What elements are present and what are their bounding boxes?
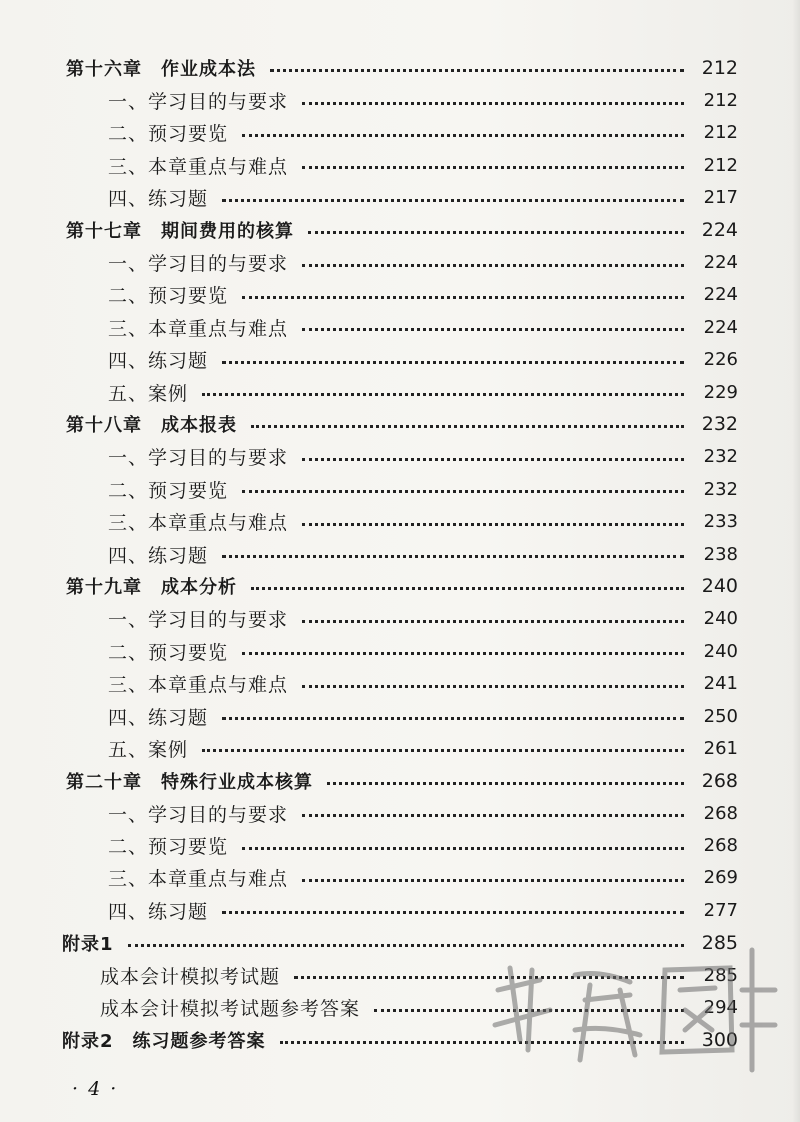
toc-page-number: 232 (703, 478, 738, 500)
toc-section-row (0, 667, 800, 699)
toc-section-row (0, 473, 800, 505)
toc-page-number: 233 (703, 511, 738, 533)
toc-entry-title: 第十八章 成本报表 (66, 415, 237, 437)
toc-page-number: 212 (703, 90, 738, 112)
dot-leader (302, 619, 684, 623)
dot-leader (128, 943, 684, 947)
dot-leader (302, 457, 684, 461)
toc-entry-title: 四、练习题 (108, 350, 209, 373)
toc-section-row (0, 538, 800, 570)
dot-leader (222, 360, 684, 364)
toc-entry-title: 二、预习要览 (108, 836, 229, 859)
toc-section-row (0, 829, 800, 861)
dot-leader (327, 781, 684, 785)
toc-entry-title: 三、本章重点与难点 (108, 155, 289, 178)
dot-leader (222, 716, 684, 720)
dot-leader (302, 263, 684, 267)
toc-page-number: 241 (703, 673, 738, 695)
dot-leader (302, 165, 684, 169)
toc-section-row (0, 959, 800, 991)
toc-entry-title: 第十六章 作业成本法 (66, 59, 256, 81)
dot-leader (302, 101, 684, 105)
dot-leader (302, 813, 684, 817)
toc-page-number: 224 (703, 316, 738, 338)
dot-leader (242, 295, 684, 299)
page-footer-number: · 4 · (72, 1078, 119, 1100)
dot-leader (242, 133, 684, 137)
dot-leader (222, 198, 684, 202)
dot-leader (242, 846, 684, 850)
toc-entry-title: 一、学习目的与要求 (108, 609, 289, 632)
toc-section-row (0, 635, 800, 667)
toc-section-row (0, 732, 800, 764)
toc-page-number: 300 (701, 1028, 738, 1051)
toc-entry-title: 三、本章重点与难点 (108, 317, 289, 340)
toc-page-number: 277 (703, 899, 738, 921)
toc-page-number: 250 (703, 705, 738, 727)
toc-entry-title: 二、预习要览 (108, 479, 229, 502)
toc-entry-title: 一、学习目的与要求 (108, 447, 289, 470)
toc-section-row (0, 700, 800, 732)
toc-page-number: 226 (703, 349, 738, 371)
toc-page-number: 212 (703, 154, 738, 176)
toc-section-row (0, 117, 800, 149)
toc-chapter-row (0, 570, 800, 602)
toc-section-row (0, 246, 800, 278)
toc-page-number: 232 (701, 413, 738, 436)
dot-leader (222, 554, 684, 558)
toc-page-number: 224 (703, 252, 738, 274)
toc-entry-title: 第十七章 期间费用的核算 (66, 221, 294, 243)
toc-page-number: 224 (703, 284, 738, 306)
toc-entry-title: 二、预习要览 (108, 123, 229, 146)
toc-page-number: 285 (703, 964, 738, 986)
toc-section-row (0, 862, 800, 894)
toc-chapter-row (0, 927, 800, 959)
toc-entry-title: 二、预习要览 (108, 641, 229, 664)
toc-page-number: 285 (701, 931, 738, 954)
toc-section-row (0, 441, 800, 473)
toc-section-row (0, 603, 800, 635)
toc-entry-title: 三、本章重点与难点 (108, 512, 289, 535)
dot-leader (222, 910, 684, 914)
toc-page-number: 238 (703, 543, 738, 565)
toc-page-number: 294 (703, 997, 738, 1019)
toc-entry-title: 附录1 (62, 933, 114, 955)
toc-entry-title: 四、练习题 (108, 188, 209, 211)
dot-leader (374, 1008, 684, 1012)
toc-page-number: 268 (701, 769, 738, 792)
dot-leader (302, 327, 684, 331)
dot-leader (251, 424, 684, 428)
toc-page-number: 217 (703, 187, 738, 209)
toc-page-number: 224 (701, 219, 738, 242)
toc-page-number: 240 (703, 640, 738, 662)
toc-page-number: 268 (703, 835, 738, 857)
dot-leader (302, 522, 684, 526)
toc-entry-title: 附录2 练习题参考答案 (62, 1030, 266, 1052)
toc-entry-title: 一、学习目的与要求 (108, 803, 289, 826)
toc-section-row (0, 505, 800, 537)
toc-chapter-row (0, 408, 800, 440)
toc-entry-title: 一、学习目的与要求 (108, 253, 289, 276)
toc-chapter-row (0, 1024, 800, 1056)
toc-entry-title: 一、学习目的与要求 (108, 91, 289, 114)
toc-chapter-row (0, 765, 800, 797)
dot-leader (280, 1040, 684, 1044)
dot-leader (308, 230, 684, 234)
toc-entry-title: 第十九章 成本分析 (66, 577, 237, 599)
toc-entry-title: 成本会计模拟考试题 (100, 965, 281, 988)
toc-entry-title: 四、练习题 (108, 706, 209, 729)
toc-section-row (0, 991, 800, 1023)
toc-entry-title: 二、预习要览 (108, 285, 229, 308)
toc-page-number: 240 (701, 575, 738, 598)
toc-page-number: 268 (703, 802, 738, 824)
dot-leader (302, 684, 684, 688)
toc-entry-title: 三、本章重点与难点 (108, 868, 289, 891)
toc-page-number: 240 (703, 608, 738, 630)
toc-section-row (0, 894, 800, 926)
toc-entry-title: 四、练习题 (108, 544, 209, 567)
toc-entry-title: 成本会计模拟考试题参考答案 (100, 998, 361, 1021)
toc-entry-title: 五、案例 (108, 738, 189, 761)
toc-page-number: 261 (703, 737, 738, 759)
toc-page-number: 232 (703, 446, 738, 468)
toc-entry-title: 四、练习题 (108, 900, 209, 923)
toc-page-number: 212 (701, 57, 738, 80)
dot-leader (270, 68, 684, 72)
toc-section-row (0, 84, 800, 116)
toc-chapter-row (0, 214, 800, 246)
toc-section-row (0, 797, 800, 829)
toc-page-number: 229 (703, 381, 738, 403)
table-of-contents (0, 52, 800, 1056)
dot-leader (242, 651, 684, 655)
toc-entry-title: 三、本章重点与难点 (108, 674, 289, 697)
toc-entry-title: 第二十章 特殊行业成本核算 (66, 771, 313, 793)
toc-section-row (0, 344, 800, 376)
toc-section-row (0, 182, 800, 214)
dot-leader (202, 748, 684, 752)
dot-leader (294, 975, 684, 979)
dot-leader (202, 392, 684, 396)
toc-section-row (0, 279, 800, 311)
toc-page-number: 212 (703, 122, 738, 144)
dot-leader (251, 586, 684, 590)
toc-page-number: 269 (703, 867, 738, 889)
toc-chapter-row (0, 52, 800, 84)
toc-section-row (0, 376, 800, 408)
toc-entry-title: 五、案例 (108, 382, 189, 405)
dot-leader (242, 489, 684, 493)
dot-leader (302, 878, 684, 882)
toc-section-row (0, 149, 800, 181)
toc-section-row (0, 311, 800, 343)
